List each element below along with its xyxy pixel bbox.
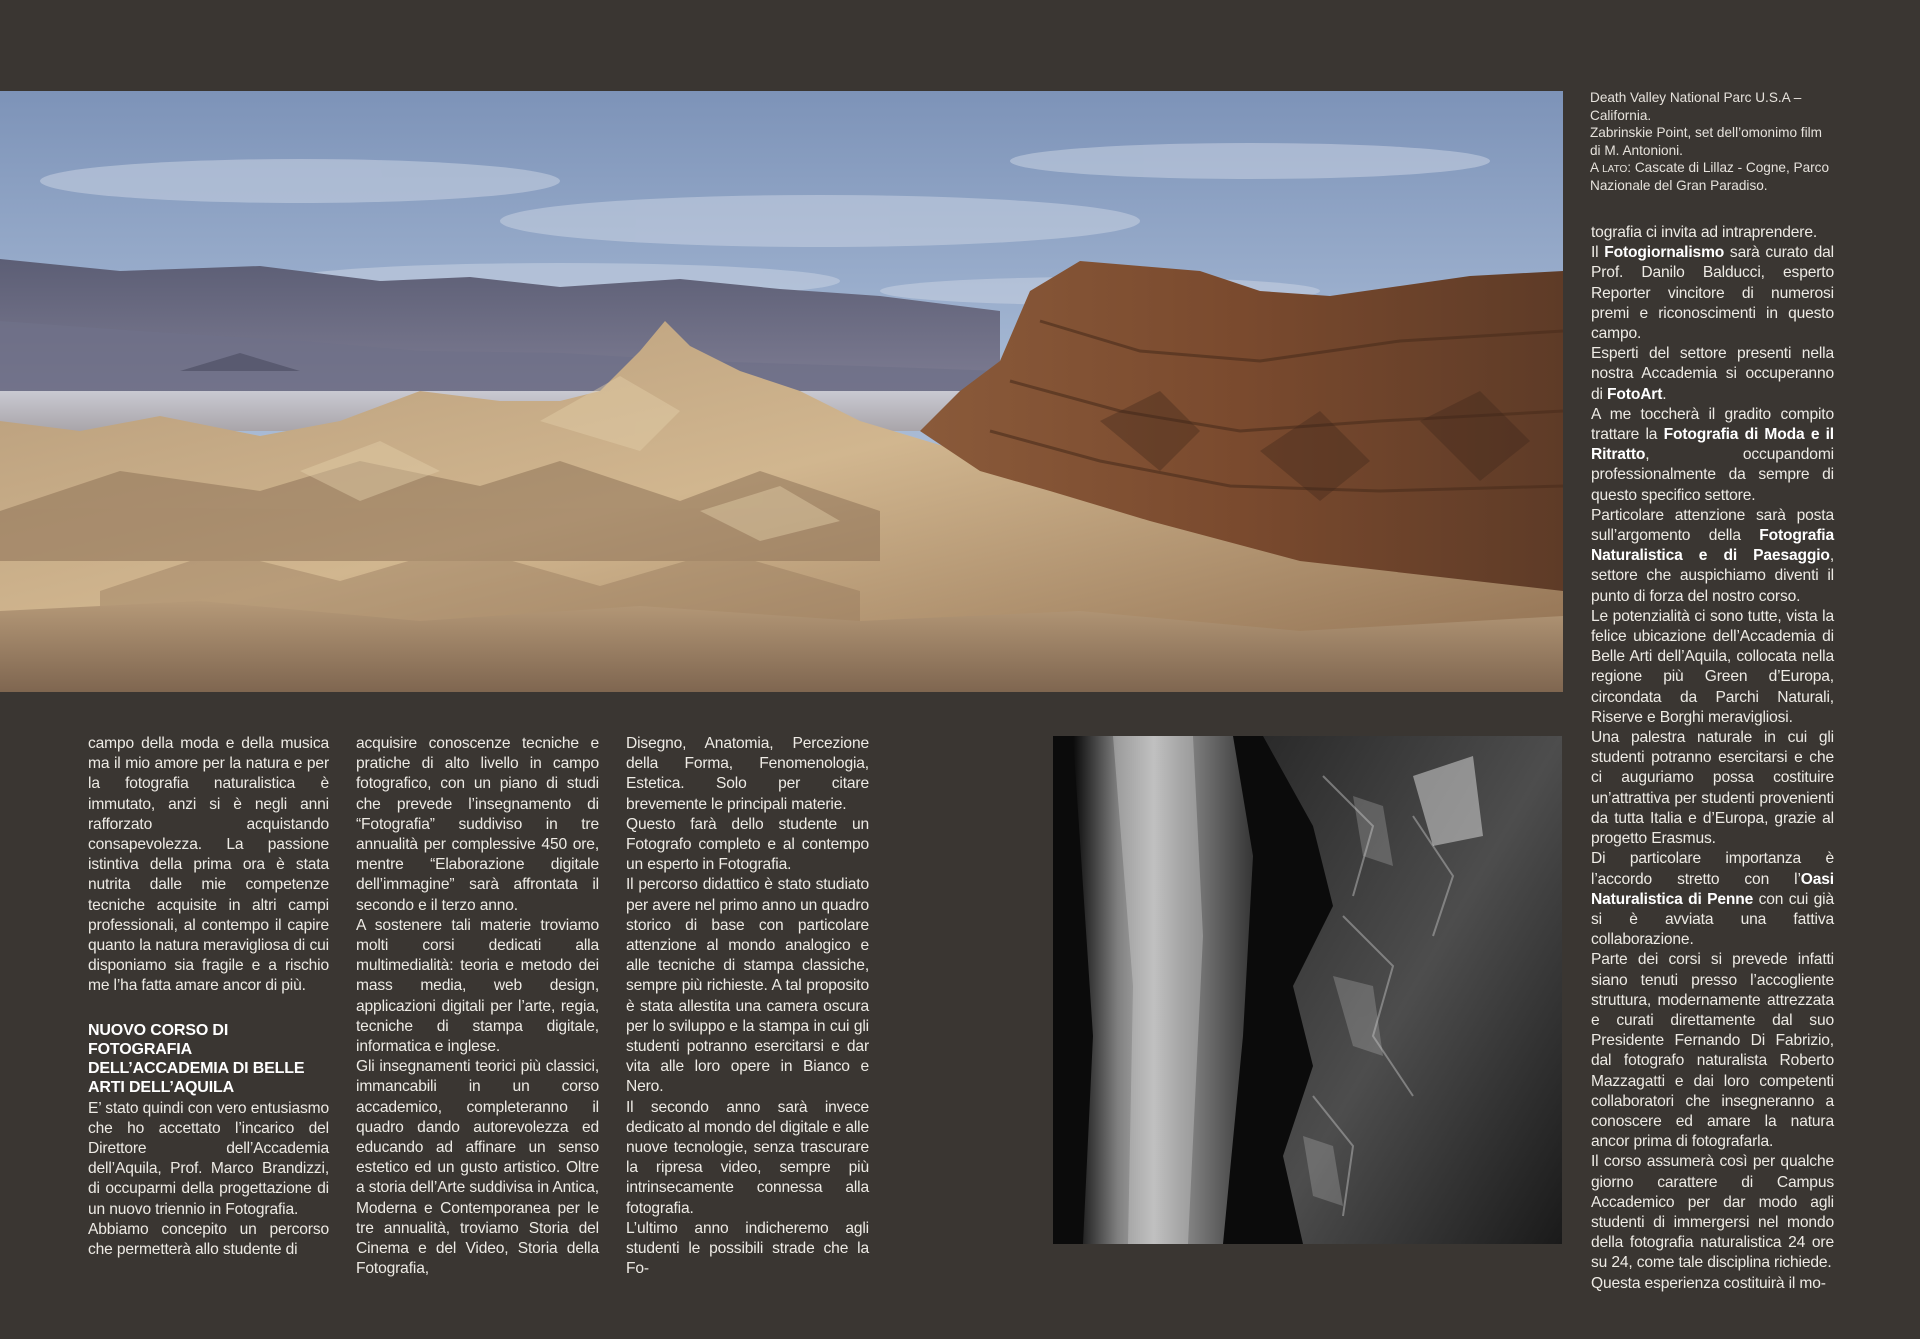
waterfall-photo — [1053, 736, 1562, 1244]
caption-line: California. — [1590, 107, 1652, 123]
section-heading: NUOVO CORSO DI FOTOGRAFIA DELL’ACCADEMIA DI BELLE ARTI DELL’AQUILA — [88, 1021, 305, 1096]
text-run: Di particolare importanza è l’accordo stretto con l’ — [1591, 850, 1834, 888]
paragraph — [1591, 849, 1834, 950]
bold-term: Fotografia Naturalistica e di Paesaggio — [1591, 527, 1834, 565]
paragraph: Questo farà dello studente un Fotografo completo e al contempo un esperto in Fotografia. — [626, 815, 869, 874]
text-run: Il — [1591, 244, 1605, 262]
paragraph: Il corso assumerà così per qualche giorno carattere di Campus Accademico per dar modo agli studenti di immergersi nel mondo della fotografia naturalistica 24 ore su 24, come tale disciplina richiede. — [1591, 1153, 1834, 1272]
article-column-4 — [1591, 223, 1834, 1294]
paragraph: Gli insegnamenti teorici più classici, immancabili in un corso accademico, completeranno il quadro dando autorevolezza ed educando ad affinare un senso estetico ed un gusto artistico. Oltre a storia dell’Arte suddivisa in Antica, Moderna e Contemporanea per le tre annualità, troviamo Storia del Cinema e del Video, Storia della Fotografia, — [356, 1058, 599, 1278]
paragraph: Questa esperienza costituirà il mo- — [1591, 1274, 1826, 1292]
text-run: , occupandomi professionalmente da sempre di questo specifico settore. — [1591, 446, 1834, 504]
caption-line — [1590, 159, 1840, 177]
caption-line: Zabrinskie Point, set dell’omonimo film — [1590, 125, 1822, 141]
bold-term: Fotografia di Moda e il Ritratto — [1591, 426, 1834, 464]
text-run: con cui già si è avviata una fattiva collaborazione. — [1591, 890, 1834, 949]
caption-line: Death Valley National Parc U.S.A – — [1590, 90, 1802, 105]
article-column-1 — [88, 734, 329, 1260]
paragraph — [1591, 344, 1834, 405]
paragraph: E’ stato quindi con vero entusiasmo che ho accettato l’incarico del Direttore dell’Accademia dell’Aquila, Prof. Marco Brandizzi, di occuparmi della progettazione di un nuovo triennio in Fotografia. — [88, 1099, 329, 1218]
paragraph — [1591, 405, 1834, 506]
article-column-2 — [356, 734, 599, 1279]
paragraph: campo della moda e della musica ma il mio amore per la natura e per la fotografia naturalistica è immutato, anzi si è negli anni rafforzato acquistando consapevolezza. La passione istintiva della prima ora è stata nutrita dalle mie competenze tecniche acquisite in altri campi professionali, al contempo il capire quanto la natura meravigliosa di cui disponiamo sia fragile e a rischio me l’ha fatta amare ancor di più. — [88, 735, 329, 995]
paragraph: Il percorso didattico è stato studiato per avere nel primo anno un quadro storico di base con particolare attenzione al mondo analogico e alle tecniche di stampa classiche, sempre più richieste. A tal proposito è stata allestita una camera oscura per lo sviluppo e la stampa in cui gli studenti potranno esercitarsi e dar vita alle loro opere in Bianco e Nero. — [626, 876, 869, 1096]
bold-term: FotoArt — [1607, 385, 1663, 403]
caption-line: di M. Antonioni. — [1590, 142, 1683, 158]
paragraph: Abbiamo concepito un percorso che permetterà allo studente di — [88, 1220, 329, 1259]
paragraph: Parte dei corsi si prevede infatti siano tenuti presso l’accogliente struttura, modernamente attrezzata e curati direttamente dal suo Presidente Fernando Di Fabrizio, dal fotografo naturalista Roberto Mazzagatti e dai loro competenti collaboratori che insegneranno a conoscere ed amare la natura ancor prima di fotografarla. — [1591, 951, 1834, 1151]
caption-line: Nazionale del Gran Paradiso. — [1590, 177, 1768, 193]
photo-caption — [1590, 89, 1840, 195]
paragraph: A sostenere tali materie troviamo molti corsi dedicati alla multimedialità: teoria e metodo dei mass media, web design, applicazioni digitali per l’arte, regia, tecniche di stampa digitale, informatica e inglese. — [356, 916, 599, 1056]
paragraph — [1591, 506, 1834, 607]
text-run: sarà curato dal Prof. Danilo Balducci, esperto Reporter vincitore di numerosi premi e riconoscimenti in questo campo. — [1591, 244, 1834, 343]
caption-side-text: : Cascate di Lillaz - Cogne, Parco — [1627, 160, 1830, 176]
article-column-3 — [626, 734, 869, 1279]
text-run: Particolare attenzione sarà posta sull’argomento della — [1591, 506, 1834, 545]
paragraph: Disegno, Anatomia, Percezione della Forma, Fenomenologia, Estetica. Solo per citare brevemente le principali materie. — [626, 735, 869, 813]
text-run: Esperti del settore presenti nella nostra Accademia si occuperanno di — [1591, 345, 1834, 403]
text-run: . — [1662, 385, 1667, 403]
bold-term: Oasi Naturalistica di Penne — [1591, 870, 1834, 908]
paragraph: Una palestra naturale in cui gli studenti potranno esercitarsi e che ci auguriamo possa costituire un’attrattiva per studenti provenienti da tutta Italia e d’Europa, grazie al progetto Erasmus. — [1591, 729, 1834, 848]
bold-term: Fotogiornalismo — [1604, 244, 1725, 262]
text-run: , settore che auspichiamo diventi il punto di forza del nostro corso. — [1591, 547, 1834, 605]
paragraph: tografia ci invita ad intraprendere. — [1591, 224, 1818, 241]
paragraph: Il secondo anno sarà invece dedicato al mondo del digitale e alle nuove tecnologie, senza trascurare la ripresa video, sempre più intrinsecamente connessa alla fotografia. — [626, 1098, 869, 1217]
paragraph: L’ultimo anno indicheremo agli studenti le possibili strade che la Fo- — [626, 1219, 869, 1278]
caption-side-label: A lato — [1590, 160, 1628, 176]
death-valley-photo — [0, 91, 1563, 692]
paragraph: acquisire conoscenze tecniche e pratiche di alto livello in campo fotografico, con un piano di studi che prevede l’insegnamento di “Fotografia” suddiviso in tre annualità per complessive 450 ore, mentre “Elaborazione digitale dell’immagine” sarà affrontata il secondo e il terzo anno. — [356, 735, 599, 914]
paragraph — [1591, 243, 1834, 344]
paragraph: Le potenzialità ci sono tutte, vista la felice ubicazione dell’Accademia di Belle Arti dell’Aquila, collocata nella regione più Green d’Europa, circondata da Parchi Naturali, Riserve e Borghi meravigliosi. — [1591, 607, 1834, 726]
text-run: A me toccherà il gradito compito trattare la — [1591, 405, 1834, 444]
